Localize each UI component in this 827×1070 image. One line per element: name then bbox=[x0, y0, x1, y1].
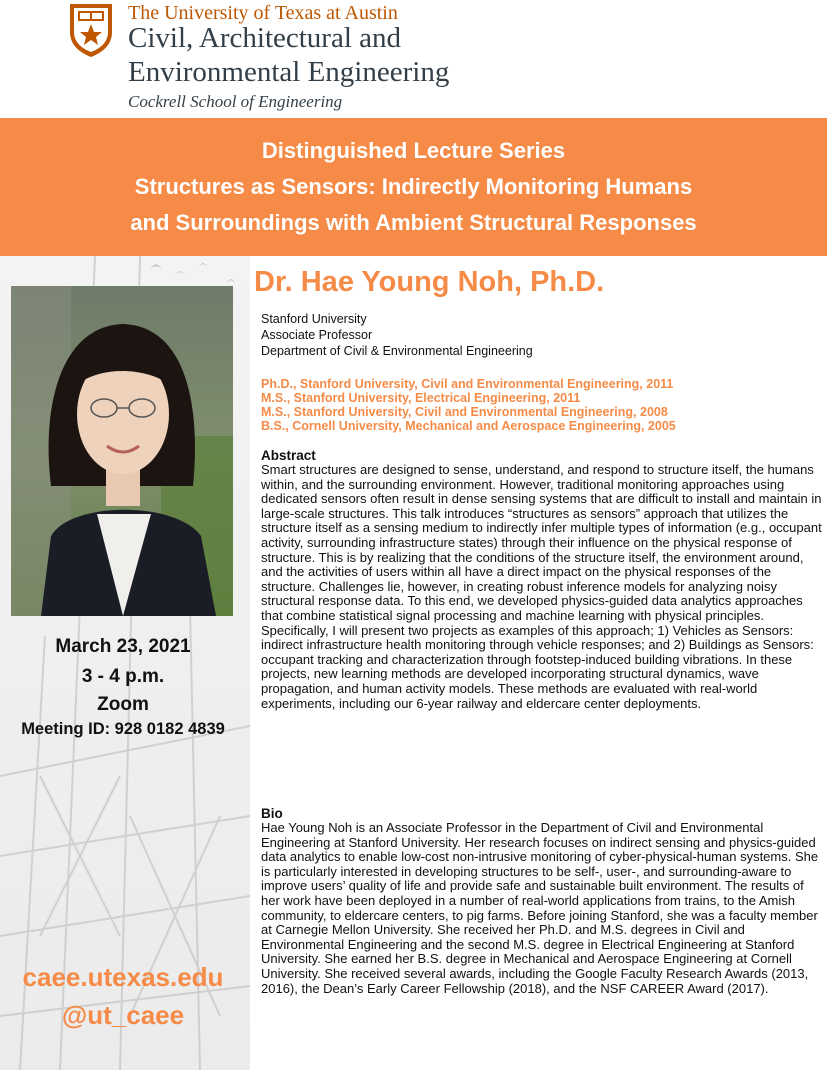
lecture-title-line2: and Surroundings with Ambient Structural Responses bbox=[130, 210, 697, 235]
school-name: Cockrell School of Engineering bbox=[128, 92, 343, 111]
header bbox=[0, 0, 827, 116]
abstract-heading: Abstract bbox=[261, 448, 316, 463]
speaker-photo bbox=[11, 286, 233, 616]
event-meeting-id: Meeting ID: 928 0182 4839 bbox=[21, 720, 225, 738]
website-link[interactable]: caee.utexas.edu bbox=[22, 962, 224, 992]
title-banner bbox=[0, 118, 827, 256]
degree-item: M.S., Stanford University, Electrical Engineering, 2011 bbox=[261, 391, 581, 405]
event-time: 3 - 4 p.m. bbox=[81, 666, 165, 687]
degree-item: M.S., Stanford University, Civil and Environmental Engineering, 2008 bbox=[261, 405, 668, 419]
bio-heading: Bio bbox=[261, 806, 283, 821]
speaker-department: Department of Civil & Environmental Engineering bbox=[261, 344, 533, 358]
bio-text: Hae Young Noh is an Associate Professor in the Department of Civil and Environmental Engineering at Stanford University. Her research focuses on indirect sensing and physics-guided data analytics to enable low-cost non-intrusive monitoring of cyber-physical-human systems. She is particularly interested in developing structures to be self-, user-, and surrounding-aware to improve users’ quality of life and provide safe and sustainable built environment. The results of her work have been deployed in a number of real-world applications from trains, to the Amish community, to eldercare centers, to pig farms. Before joining Stanford, she was a faculty member at Carnegie Mellon University. She received her Ph.D. and M.S. degrees in Civil and Environmental Engineering and the second M.S. degree in Electrical Engineering at Stanford University. She earned her B.S. degree in Mechanical and Aerospace Engineering at Cornell University. She received several awards, including the Google Faculty Research Awards (2013, 2016), the Dean’s Early Career Fellowship (2018), and the NSF CAREER Award (2017). bbox=[261, 820, 819, 996]
ut-shield-logo bbox=[68, 2, 114, 58]
event-venue: Zoom bbox=[97, 694, 149, 715]
speaker-affiliation: Stanford University bbox=[261, 312, 367, 326]
series-title: Distinguished Lecture Series bbox=[261, 138, 566, 163]
university-name: The University of Texas at Austin bbox=[128, 2, 398, 24]
abstract-text: Smart structures are designed to sense, understand, and respond to structure itself, the humans within, and the surrounding environment. However, traditional monitoring approaches using dedicated sensors often result in dense sensing systems that are difficult to install and maintain in large-scale structures. This talk introduces “structures as sensors” approach that utilizes the structure itself as a sensing medium to indirectly infer multiple types of information (e.g., occupant activity, surrounding infrastructure states) through their influence on the physical response of structure. This is by realizing that the conditions of the structure itself, the environment around, and the activities of users within all have a direct impact on the physical responses of the structure. Challenges lie, however, in creating robust inference models for analyzing noisy structural response data. To this end, we developed physics-guided data analytics approaches that combine statistical signal processing and machine learning with physical principles. Specifically, I will present two projects as examples of this approach; 1) Vehicles as Sensors: indirect infrastructure health monitoring through vehicle responses; and 2) Buildings as Sensors: occupant tracking and characterization through footstep-induced building vibrations. In these projects, new learning methods are developed incorporating structural dynamics, wave propagation, and human activity models. These methods are evaluated with real-world experiments, including our 6-year railway and eldercare center deployments. bbox=[261, 462, 822, 711]
degree-item: B.S., Cornell University, Mechanical and Aerospace Engineering, 2005 bbox=[261, 419, 676, 433]
speaker-position: Associate Professor bbox=[261, 328, 373, 342]
degree-item: Ph.D., Stanford University, Civil and Environmental Engineering, 2011 bbox=[261, 377, 674, 391]
event-date: March 23, 2021 bbox=[55, 636, 191, 657]
department-name-line2: Environmental Engineering bbox=[128, 56, 450, 88]
twitter-handle[interactable]: @ut_caee bbox=[61, 1000, 185, 1030]
speaker-name: Dr. Hae Young Noh, Ph.D. bbox=[254, 266, 605, 298]
lecture-title-line1: Structures as Sensors: Indirectly Monitoring Humans bbox=[134, 174, 693, 199]
left-sidebar bbox=[0, 256, 250, 1070]
department-name-line1: Civil, Architectural and bbox=[128, 22, 402, 54]
